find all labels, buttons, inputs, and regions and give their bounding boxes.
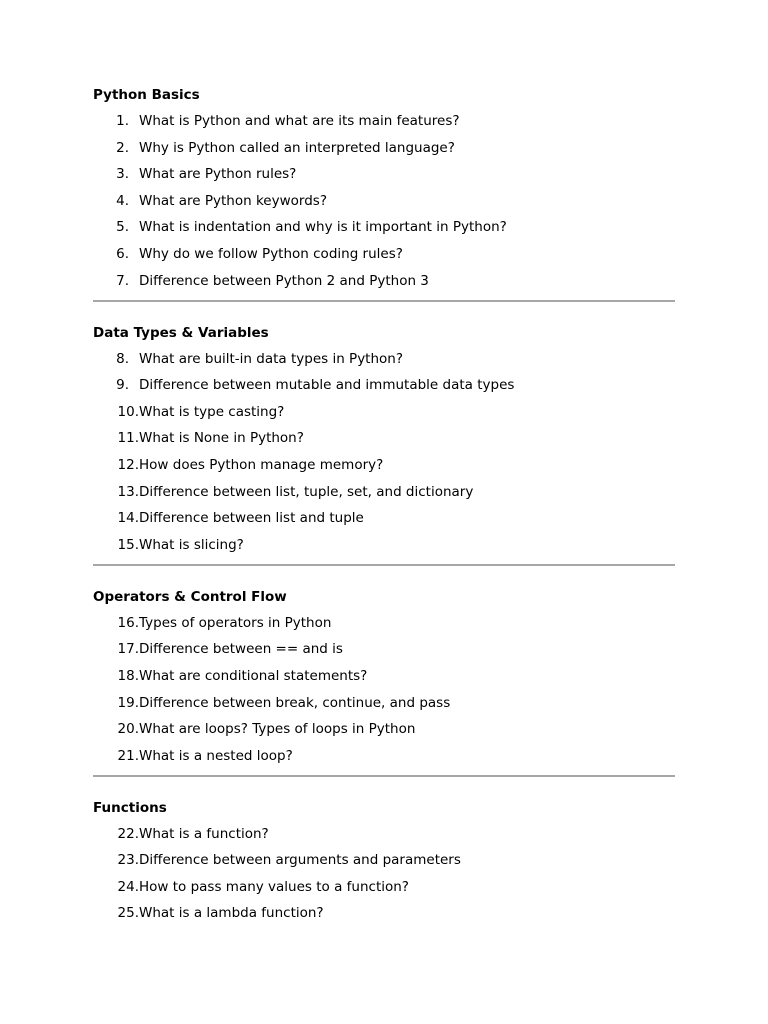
question-text: What are conditional statements?	[139, 667, 368, 684]
question-number: 25.	[117, 905, 139, 922]
section-data-types	[93, 324, 675, 554]
section-operators-control-flow	[93, 588, 675, 765]
list-item	[93, 878, 675, 896]
section-title: Python Basics	[93, 87, 200, 103]
question-text: What is type casting?	[139, 403, 285, 420]
question-text: What are Python keywords?	[139, 192, 327, 209]
question-text: Difference between list, tuple, set, and dictionary	[139, 483, 474, 500]
question-number: 8.	[116, 350, 129, 367]
question-text: Difference between arguments and parameters	[139, 852, 461, 869]
section-python-basics	[93, 86, 675, 290]
section-title: Functions	[93, 799, 167, 816]
list-item	[93, 825, 675, 843]
list-item	[93, 851, 675, 869]
section-divider	[93, 300, 675, 302]
section-title: Operators & Control Flow	[93, 588, 287, 605]
question-text: What is indentation and why is it important in Python?	[139, 219, 507, 236]
question-list	[93, 825, 675, 923]
question-text: How does Python manage memory?	[139, 456, 384, 473]
list-item	[93, 694, 675, 712]
list-item	[93, 747, 675, 765]
question-text: What is a lambda function?	[139, 905, 324, 922]
question-number: 24.	[117, 878, 139, 895]
question-text: What is a nested loop?	[139, 747, 293, 764]
list-item	[93, 614, 675, 632]
list-item	[93, 139, 675, 157]
question-number: 9.	[116, 377, 129, 394]
list-item	[93, 483, 675, 501]
question-document	[93, 86, 675, 922]
question-number: 13.	[117, 483, 139, 500]
question-number: 23.	[117, 852, 139, 869]
question-list	[93, 614, 675, 765]
question-number: 11.	[117, 430, 139, 447]
question-text: What are built-in data types in Python?	[139, 350, 404, 367]
question-number: 14.	[117, 510, 139, 527]
list-item	[93, 509, 675, 527]
list-item	[93, 904, 675, 922]
list-item	[93, 350, 675, 368]
question-number: 7.	[116, 272, 129, 289]
question-text: What are loops? Types of loops in Python	[139, 721, 416, 738]
question-number: 15.	[117, 536, 139, 553]
list-item	[93, 667, 675, 685]
question-text: What is None in Python?	[139, 430, 304, 447]
question-text: Why do we follow Python coding rules?	[139, 245, 403, 262]
question-list	[93, 350, 675, 554]
question-number: 22.	[117, 825, 139, 842]
section-divider	[93, 775, 675, 777]
question-text: Difference between == and is	[139, 641, 343, 658]
question-text: Why is Python called an interpreted language?	[139, 139, 455, 156]
list-item	[93, 429, 675, 447]
question-text: How to pass many values to a function?	[139, 878, 409, 895]
question-number: 21.	[117, 747, 139, 764]
section-divider	[93, 564, 675, 566]
question-number: 18.	[117, 667, 139, 684]
list-item	[93, 376, 675, 394]
list-item	[93, 218, 675, 236]
question-text: What is slicing?	[139, 536, 244, 553]
list-item	[93, 112, 675, 130]
list-item	[93, 456, 675, 474]
section-title: Data Types & Variables	[93, 324, 269, 341]
question-text: Difference between Python 2 and Python 3	[139, 272, 429, 289]
list-item	[93, 192, 675, 210]
question-text: What is a function?	[139, 825, 269, 842]
question-number: 17.	[117, 641, 139, 658]
question-number: 12.	[117, 456, 139, 473]
question-number: 10.	[117, 403, 139, 420]
question-text: What is Python and what are its main features?	[139, 113, 460, 129]
list-item	[93, 165, 675, 183]
question-number: 20.	[117, 721, 139, 738]
question-number: 2.	[116, 139, 129, 156]
question-number: 3.	[116, 166, 129, 183]
list-item	[93, 403, 675, 421]
question-text: What are Python rules?	[139, 166, 297, 183]
question-text: Difference between break, continue, and pass	[139, 694, 451, 711]
list-item	[93, 640, 675, 658]
question-number: 6.	[116, 245, 129, 262]
section-functions	[93, 799, 675, 923]
question-number: 5.	[116, 219, 129, 236]
question-text: Difference between mutable and immutable data types	[139, 377, 515, 394]
list-item	[93, 720, 675, 738]
list-item	[93, 245, 675, 263]
list-item	[93, 272, 675, 290]
list-item	[93, 536, 675, 554]
question-text: Difference between list and tuple	[139, 510, 364, 527]
question-number: 4.	[116, 192, 129, 209]
question-number: 19.	[117, 694, 139, 711]
question-number: 1.	[116, 113, 129, 129]
question-number: 16.	[117, 614, 139, 631]
question-text: Types of operators in Python	[139, 614, 332, 631]
question-list	[93, 112, 675, 290]
